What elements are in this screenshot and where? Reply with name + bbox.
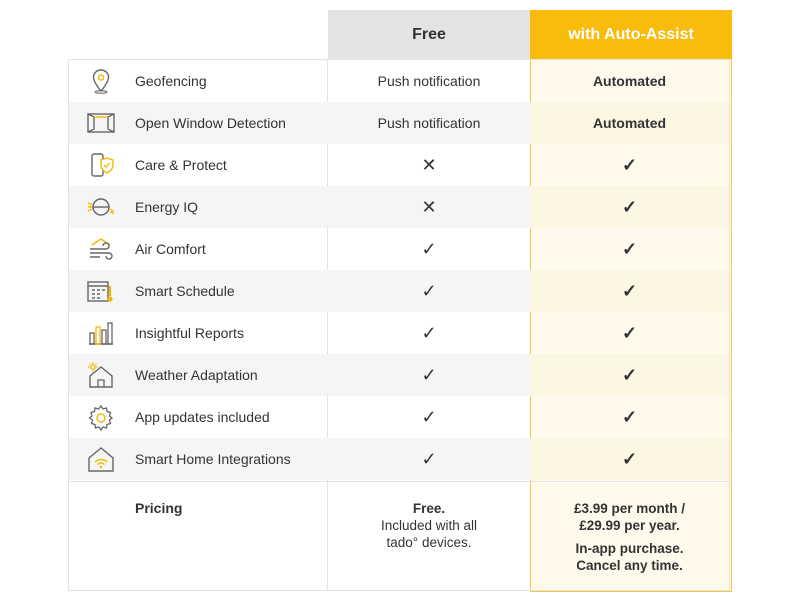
phone-shield-icon [86, 151, 116, 179]
table-row [69, 60, 730, 102]
table-row [69, 186, 730, 228]
check-icon: ✓ [621, 323, 638, 343]
free-value [328, 438, 530, 480]
feature-cell [69, 312, 328, 354]
auto-assist-value [530, 144, 729, 186]
pricing-auto-line4: Cancel any time. [576, 558, 683, 573]
pricing-auto-line1: £3.99 per month / [573, 501, 686, 516]
feature-label: Smart Home Integrations [135, 451, 291, 467]
pricing-row [69, 481, 730, 591]
free-value [328, 270, 530, 312]
pricing-free [328, 500, 530, 551]
auto-assist-value [530, 186, 729, 228]
free-value [328, 354, 530, 396]
feature-label: Care & Protect [135, 157, 227, 173]
feature-cell [69, 396, 328, 438]
check-icon: ✓ [621, 155, 638, 175]
cross-icon: ✕ [421, 155, 437, 175]
feature-cell [69, 354, 328, 396]
free-value [328, 186, 530, 228]
feature-label: Open Window Detection [135, 115, 286, 131]
check-icon: ✓ [421, 239, 437, 259]
check-icon: ✓ [621, 281, 638, 301]
feature-label: Geofencing [135, 73, 207, 89]
table-row [69, 354, 730, 396]
table-row [69, 102, 730, 144]
free-value [328, 396, 530, 438]
check-icon: ✓ [621, 407, 638, 427]
free-value [328, 102, 530, 144]
check-icon: ✓ [421, 449, 437, 469]
feature-label: Air Comfort [135, 241, 206, 257]
cross-icon: ✕ [421, 197, 437, 217]
feature-cell [69, 144, 328, 186]
feature-cell [69, 102, 328, 144]
location-pin-icon [86, 67, 116, 95]
table-row [69, 270, 730, 312]
pricing-free-line1: Free. [412, 501, 446, 516]
feature-label: App updates included [135, 409, 270, 425]
energy-meter-icon [86, 193, 116, 221]
feature-cell [69, 228, 328, 270]
check-icon: ✓ [621, 365, 638, 385]
auto-assist-value [530, 438, 729, 480]
auto-assist-value [530, 354, 729, 396]
pricing-auto-line3: In-app purchase. [575, 541, 684, 556]
free-value [328, 228, 530, 270]
check-icon: ✓ [621, 449, 638, 469]
check-icon: ✓ [421, 407, 437, 427]
sun-house-icon [86, 361, 116, 389]
table-row [69, 396, 730, 438]
auto-assist-value [530, 60, 729, 102]
table-row [69, 312, 730, 354]
check-icon: ✓ [421, 323, 437, 343]
feature-label: Smart Schedule [135, 283, 235, 299]
auto-assist-value [530, 102, 729, 144]
air-wind-icon [86, 235, 116, 263]
feature-label: Energy IQ [135, 199, 199, 215]
auto-value-text: Automated [592, 73, 667, 89]
feature-cell [69, 270, 328, 312]
free-value [328, 144, 530, 186]
auto-assist-value [530, 312, 729, 354]
check-icon: ✓ [421, 365, 437, 385]
auto-value-text: Automated [592, 115, 667, 131]
free-value-text: Push notification [377, 73, 481, 89]
free-value [328, 312, 530, 354]
check-icon: ✓ [421, 281, 437, 301]
window-icon [86, 109, 116, 137]
wifi-house-icon [86, 445, 116, 473]
pricing-auto-line2: £29.99 per year. [579, 518, 680, 533]
check-icon: ✓ [621, 239, 638, 259]
check-icon: ✓ [621, 197, 638, 217]
free-value-text: Push notification [377, 115, 481, 131]
auto-assist-value [530, 270, 729, 312]
pricing-auto-assist [530, 500, 729, 574]
auto-assist-value [530, 396, 729, 438]
pricing-free-line3: tado° devices. [386, 535, 472, 550]
table-row [69, 144, 730, 186]
pricing-free-line2: Included with all [380, 518, 478, 533]
free-column-header: Free [328, 10, 530, 59]
calendar-thermometer-icon [86, 277, 116, 305]
pricing-label: Pricing [135, 500, 183, 516]
table-row [69, 228, 730, 270]
feature-cell [69, 186, 328, 228]
free-value [328, 60, 530, 102]
bar-chart-icon [86, 319, 116, 347]
table-row [69, 438, 730, 480]
feature-label: Insightful Reports [135, 325, 244, 341]
feature-cell [69, 438, 328, 480]
auto-assist-value [530, 228, 729, 270]
gear-icon [86, 403, 116, 431]
feature-cell [69, 60, 328, 102]
feature-label: Weather Adaptation [135, 367, 258, 383]
auto-assist-column-header: with Auto-Assist [530, 10, 732, 59]
